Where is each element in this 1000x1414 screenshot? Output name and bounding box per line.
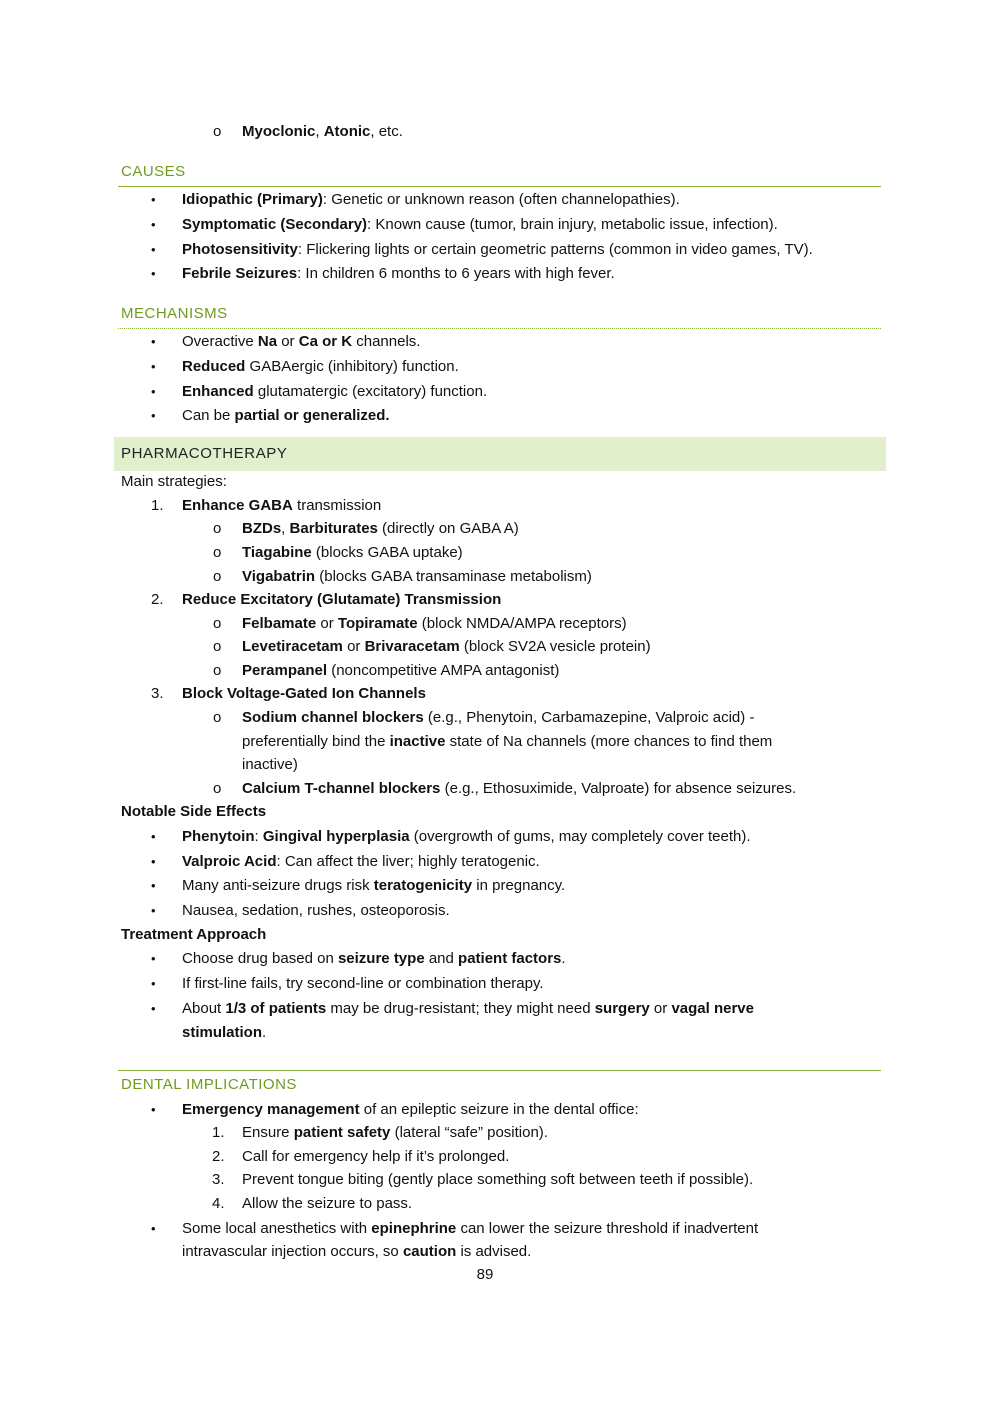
emergency-step: Call for emergency help if it’s prolonged. xyxy=(242,1148,510,1165)
bullet-icon: • xyxy=(151,1102,156,1117)
bullet-icon: • xyxy=(151,854,156,869)
drug-item: Sodium channel blockers (e.g., Phenytoin, Carbamazepine, Valproic acid) - xyxy=(242,709,755,726)
mechanism-item: Reduced GABAergic (inhibitory) function. xyxy=(182,358,459,375)
seizure-type-item: Myoclonic, Atonic, etc. xyxy=(242,123,403,140)
pharmacotherapy-heading: PHARMACOTHERAPY xyxy=(121,445,288,462)
dental-heading: DENTAL IMPLICATIONS xyxy=(121,1076,297,1093)
emergency-step: Prevent tongue biting (gently place something soft between teeth if possible). xyxy=(242,1171,754,1188)
emergency-step: Ensure patient safety (lateral “safe” position). xyxy=(242,1124,548,1141)
dental-item: Some local anesthetics with epinephrine can lower the seizure threshold if inadvertent xyxy=(182,1220,759,1237)
bullet-icon: • xyxy=(151,192,156,207)
list-number: 2. xyxy=(212,1148,225,1165)
sub-bullet-icon: o xyxy=(213,662,222,679)
drug-item: Levetiracetam or Brivaracetam (block SV2A vesicle protein) xyxy=(242,638,651,655)
drug-item: Calcium T-channel blockers (e.g., Ethosuximide, Valproate) for absence seizures. xyxy=(242,780,797,797)
mechanisms-divider xyxy=(118,328,881,329)
strategy-item: Reduce Excitatory (Glutamate) Transmission xyxy=(182,591,502,608)
emergency-step: Allow the seizure to pass. xyxy=(242,1195,413,1212)
treatment-heading: Treatment Approach xyxy=(121,926,267,943)
list-number: 1. xyxy=(212,1124,225,1141)
page-number: 89 xyxy=(476,1266,494,1283)
bullet-icon: • xyxy=(151,1221,156,1236)
bullet-icon: • xyxy=(151,217,156,232)
main-strategies-intro: Main strategies: xyxy=(121,473,227,490)
mechanism-item: Can be partial or generalized. xyxy=(182,407,390,424)
drug-item: Vigabatrin (blocks GABA transaminase metabolism) xyxy=(242,568,592,585)
sub-bullet-icon: o xyxy=(213,568,222,585)
strategy-item: Block Voltage-Gated Ion Channels xyxy=(182,685,426,702)
bullet-icon: • xyxy=(151,1001,156,1016)
bullet-icon: • xyxy=(151,903,156,918)
dental-top-divider xyxy=(118,1070,881,1071)
drug-item-continued: inactive) xyxy=(242,756,298,773)
causes-heading: CAUSES xyxy=(121,163,186,180)
bullet-icon: • xyxy=(151,951,156,966)
cause-item: Idiopathic (Primary): Genetic or unknown reason (often channelopathies). xyxy=(182,191,680,208)
bullet-icon: • xyxy=(151,334,156,349)
sub-bullet-icon: o xyxy=(213,709,222,726)
cause-item: Febrile Seizures: In children 6 months to 6 years with high fever. xyxy=(182,265,615,282)
bullet-icon: • xyxy=(151,384,156,399)
bullet-icon: • xyxy=(151,359,156,374)
dental-item: Emergency management of an epileptic seizure in the dental office: xyxy=(182,1101,639,1118)
side-effect-item: Valproic Acid: Can affect the liver; highly teratogenic. xyxy=(182,853,540,870)
strategy-item: Enhance GABA transmission xyxy=(182,497,382,514)
cause-item: Photosensitivity: Flickering lights or certain geometric patterns (common in video games, TV). xyxy=(182,241,813,258)
sub-bullet-icon: o xyxy=(213,638,222,655)
bullet-icon: • xyxy=(151,242,156,257)
list-number: 1. xyxy=(151,497,164,514)
side-effect-item: Many anti-seizure drugs risk teratogenicity in pregnancy. xyxy=(182,877,566,894)
sub-bullet-icon: o xyxy=(213,123,222,140)
mechanisms-heading: MECHANISMS xyxy=(121,305,228,322)
drug-item-continued: preferentially bind the inactive state of Na channels (more chances to find them xyxy=(242,733,773,750)
sub-bullet-icon: o xyxy=(213,520,222,537)
drug-item: Felbamate or Topiramate (block NMDA/AMPA receptors) xyxy=(242,615,627,632)
side-effects-heading: Notable Side Effects xyxy=(121,803,267,820)
mechanism-item: Enhanced glutamatergic (excitatory) function. xyxy=(182,383,488,400)
cause-item: Symptomatic (Secondary): Known cause (tumor, brain injury, metabolic issue, infection). xyxy=(182,216,778,233)
side-effect-item: Phenytoin: Gingival hyperplasia (overgrowth of gums, may completely cover teeth). xyxy=(182,828,751,845)
causes-divider xyxy=(118,186,881,187)
list-number: 4. xyxy=(212,1195,225,1212)
list-number: 2. xyxy=(151,591,164,608)
treatment-item-continued: stimulation. xyxy=(182,1024,267,1041)
sub-bullet-icon: o xyxy=(213,780,222,797)
treatment-item: About 1/3 of patients may be drug-resistant; they might need surgery or vagal nerve xyxy=(182,1000,754,1017)
drug-item: Perampanel (noncompetitive AMPA antagonist) xyxy=(242,662,560,679)
bullet-icon: • xyxy=(151,976,156,991)
drug-item: BZDs, Barbiturates (directly on GABA A) xyxy=(242,520,519,537)
drug-item: Tiagabine (blocks GABA uptake) xyxy=(242,544,463,561)
sub-bullet-icon: o xyxy=(213,544,222,561)
side-effect-item: Nausea, sedation, rushes, osteoporosis. xyxy=(182,902,450,919)
dental-item-continued: intravascular injection occurs, so caution is advised. xyxy=(182,1243,532,1260)
treatment-item: If first-line fails, try second-line or combination therapy. xyxy=(182,975,544,992)
treatment-item: Choose drug based on seizure type and patient factors. xyxy=(182,950,566,967)
bullet-icon: • xyxy=(151,829,156,844)
list-number: 3. xyxy=(212,1171,225,1188)
bullet-icon: • xyxy=(151,878,156,893)
list-number: 3. xyxy=(151,685,164,702)
sub-bullet-icon: o xyxy=(213,615,222,632)
bullet-icon: • xyxy=(151,408,156,423)
mechanism-item: Overactive Na or Ca or K channels. xyxy=(182,333,421,350)
bullet-icon: • xyxy=(151,266,156,281)
